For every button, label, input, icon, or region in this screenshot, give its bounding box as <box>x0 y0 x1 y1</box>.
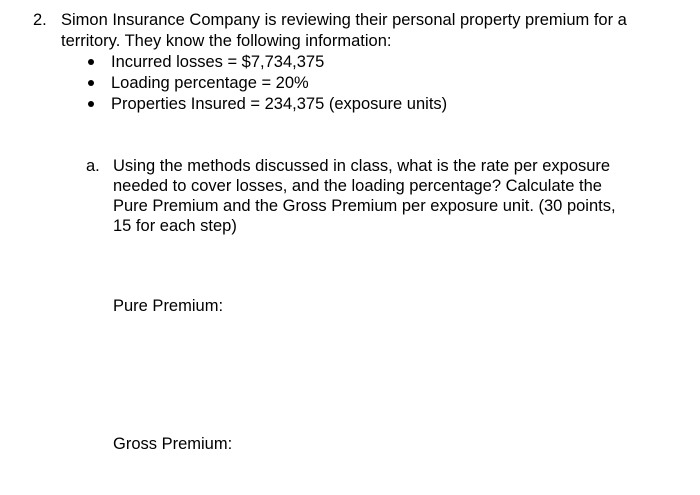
bullet-text: Loading percentage = 20% <box>111 74 309 92</box>
question-text-line-1: Simon Insurance Company is reviewing their personal property premium for a <box>61 11 627 29</box>
info-bullet-list <box>86 52 447 115</box>
part-a-label: a. <box>86 157 100 175</box>
pure-premium-label: Pure Premium: <box>113 297 224 315</box>
bullet-icon <box>88 80 94 86</box>
part-a-line-1: Using the methods discussed in class, what is the rate per exposure <box>113 157 611 175</box>
gross-premium-label: Gross Premium: <box>113 435 233 453</box>
bullet-item-loading-percentage <box>86 73 447 94</box>
part-a-line-4: 15 for each step) <box>113 217 237 235</box>
part-a-line-3: Pure Premium and the Gross Premium per exposure unit. (30 points, <box>113 197 616 215</box>
bullet-text: Properties Insured = 234,375 (exposure units) <box>111 95 448 113</box>
bullet-text: Incurred losses = $7,734,375 <box>111 53 325 71</box>
bullet-item-properties-insured <box>86 94 447 115</box>
part-a-line-2: needed to cover losses, and the loading percentage? Calculate the <box>113 177 602 195</box>
bullet-icon <box>88 59 94 65</box>
part-a-text <box>113 156 616 236</box>
bullet-item-incurred-losses <box>86 52 447 73</box>
bullet-icon <box>88 101 94 107</box>
question-number: 2. <box>33 11 47 29</box>
question-text-line-2: territory. They know the following information: <box>61 32 392 50</box>
